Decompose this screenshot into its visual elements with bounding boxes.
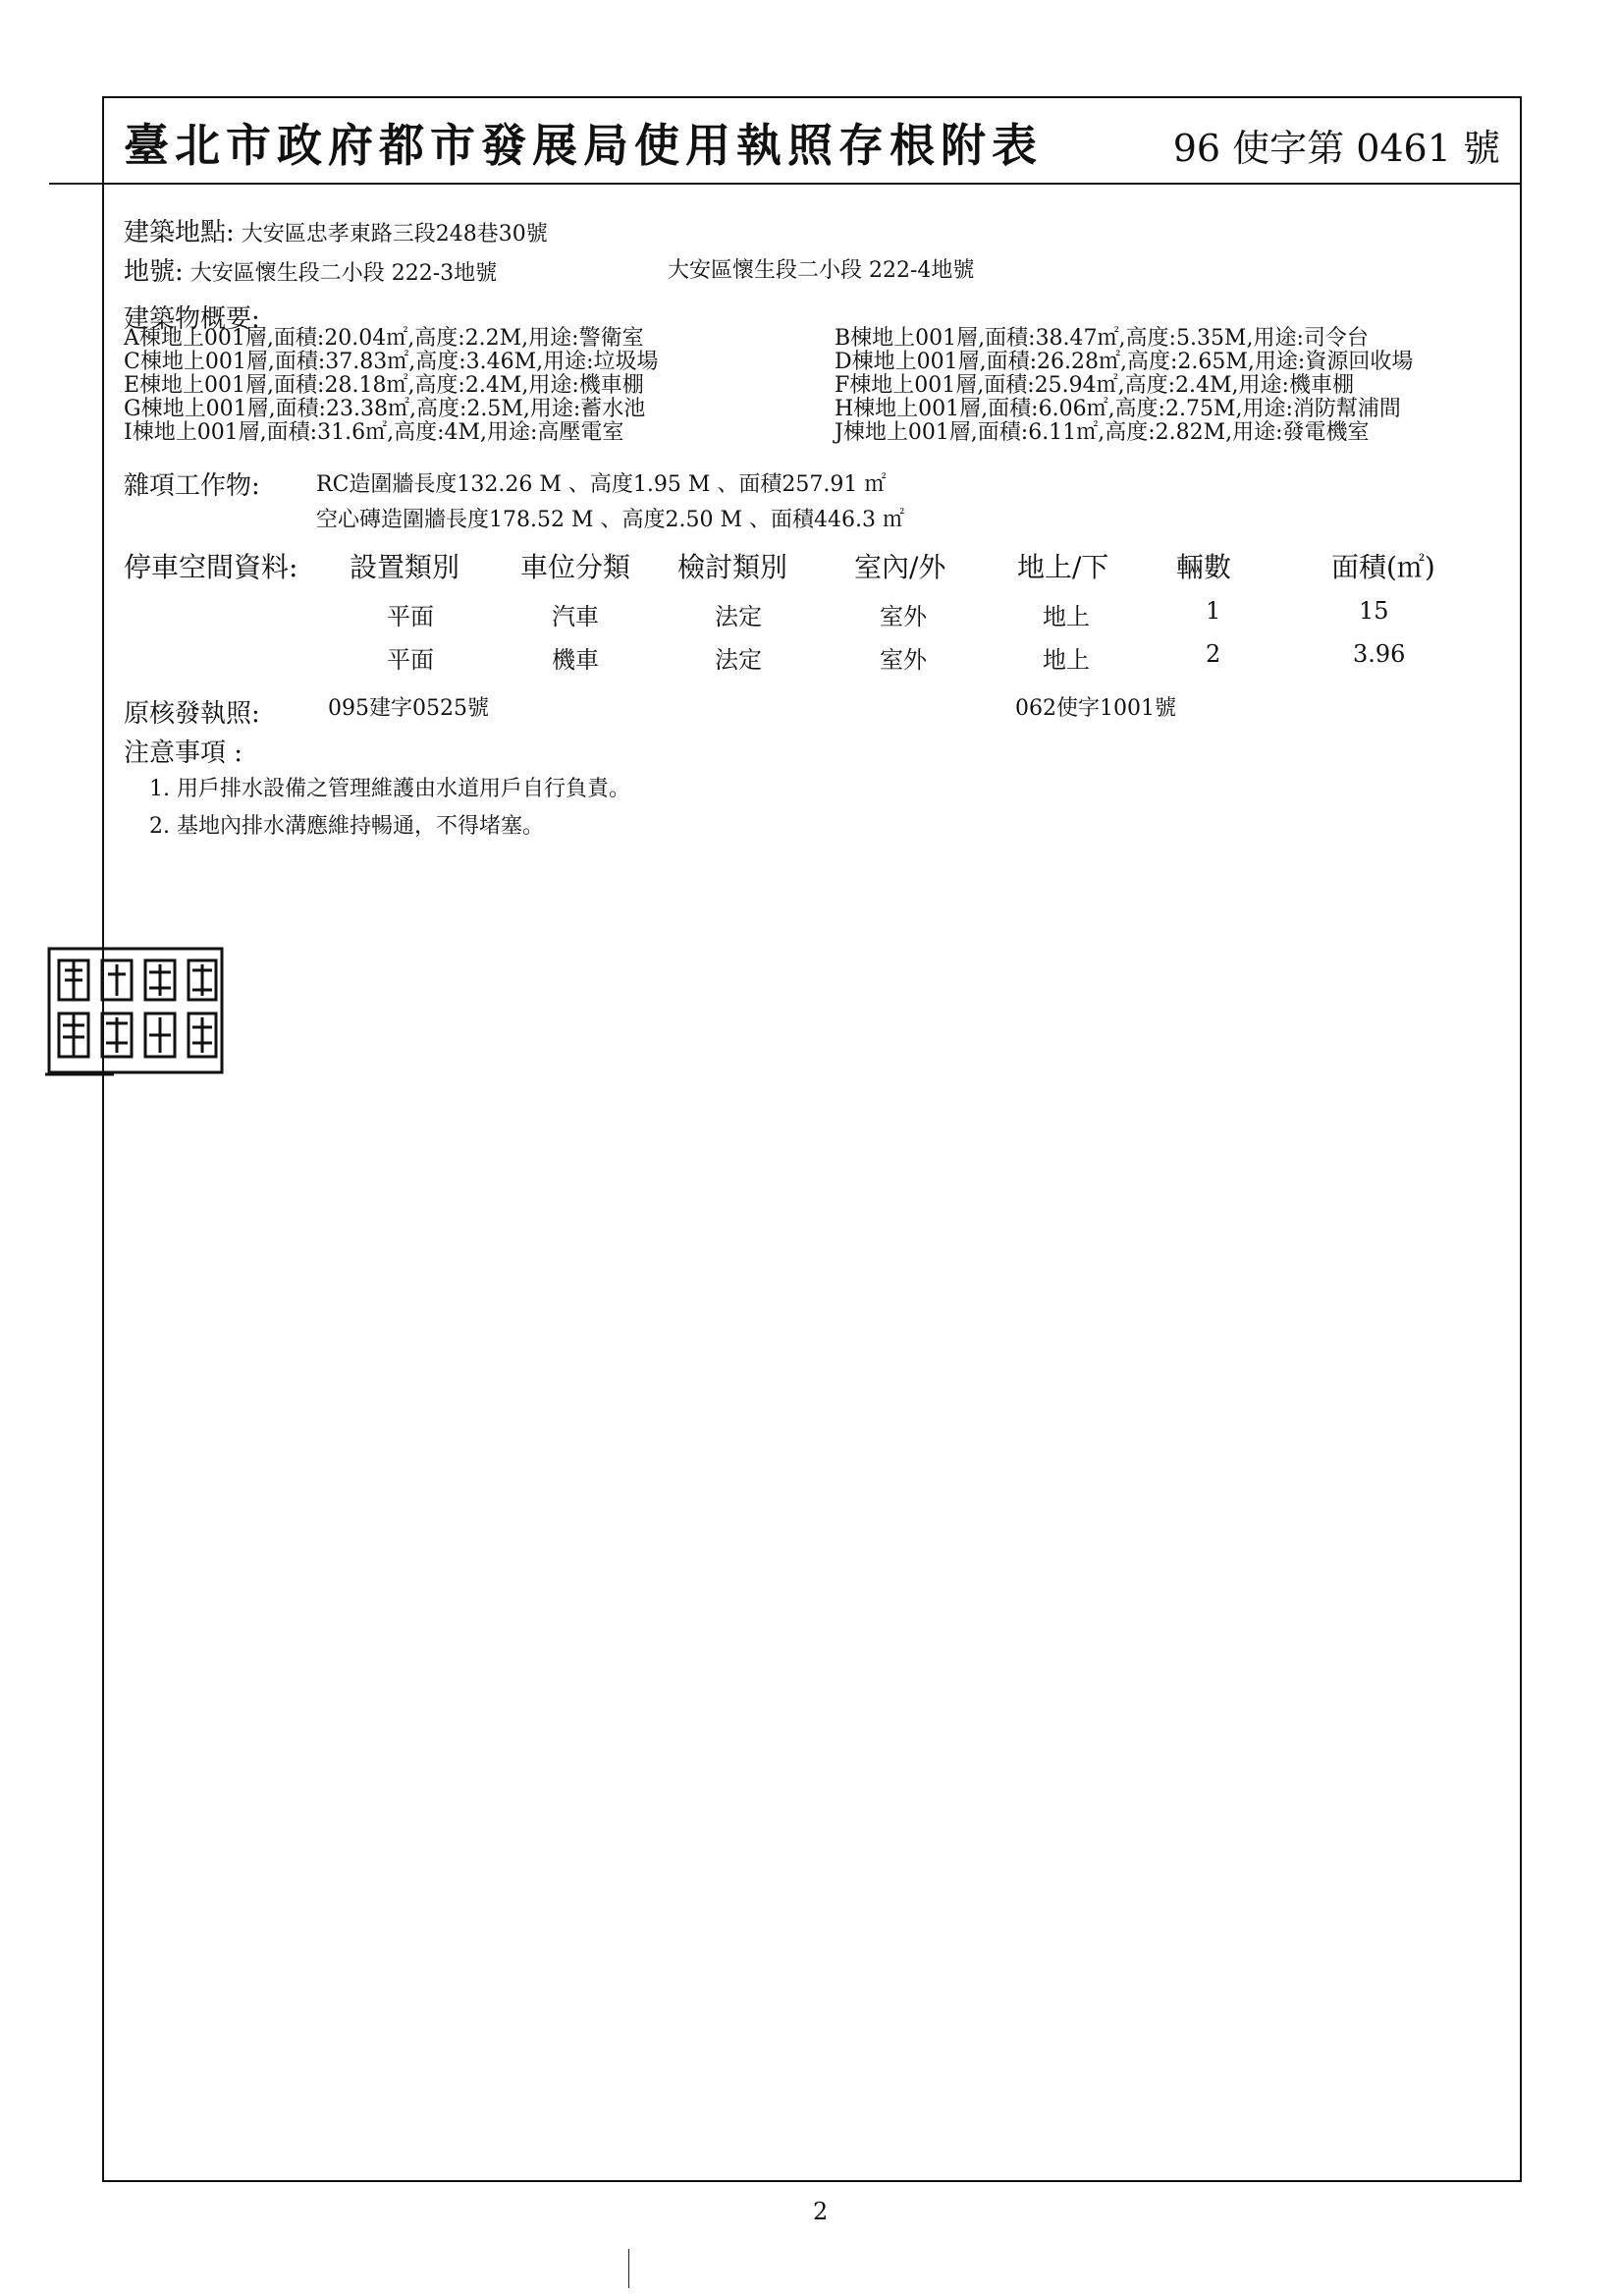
parking-header-inout: 室內/外 [854,551,946,583]
misc-label: 雜項工作物: [124,471,260,501]
notes-label: 注意事項 : [124,738,243,768]
note-item-2: 2. 基地內排水溝應維持暢通，不得堵塞。 [149,814,544,839]
document-title: 臺北市政府都市發展局使用執照存根附表 [124,119,1043,172]
permit-number: 96 使字第 0461 號 [1172,127,1500,170]
parking-row-2-review: 法定 [715,646,762,674]
building-h: H棟地上001層,面積:6.06㎡,高度:2.75M,用途:消防幫浦間 [835,397,1401,421]
parking-header-review: 檢討類別 [677,551,788,583]
address-line [124,212,548,248]
building-f: F棟地上001層,面積:25.94㎡,高度:2.4M,用途:機車棚 [835,373,1354,398]
building-i: I棟地上001層,面積:31.6㎡,高度:4M,用途:高壓電室 [124,420,624,445]
parking-label: 停車空間資料: [124,551,298,583]
scan-mark-bottom [628,2249,629,2288]
building-b: B棟地上001層,面積:38.47㎡,高度:5.35M,用途:司令台 [835,326,1369,351]
parking-header-class: 車位分類 [520,551,631,583]
parking-row-1-inout: 室外 [880,603,927,630]
building-j: J棟地上001層,面積:6.11㎡,高度:2.82M,用途:發電機室 [835,420,1370,445]
lot-line [124,251,497,288]
parking-row-2-inout: 室外 [880,646,927,674]
address-value: 大安區忠孝東路三段248巷30號 [241,222,548,246]
parking-row-2-level: 地上 [1043,646,1090,674]
parking-row-2-class: 機車 [552,646,599,674]
parking-row-1-type: 平面 [387,603,434,630]
parking-row-1-area: 15 [1359,597,1389,625]
original-permit-label: 原核發執照: [124,699,260,729]
note-item-1: 1. 用戶排水設備之管理維護由水道用戶自行負責。 [149,777,630,801]
parking-row-1-level: 地上 [1043,603,1090,630]
parking-header-count: 輛數 [1176,551,1232,583]
building-c: C棟地上001層,面積:37.83㎡,高度:3.46M,用途:垃圾場 [124,350,659,374]
parking-row-2-area: 3.96 [1353,640,1406,668]
parking-header-type: 設置類別 [350,551,460,583]
parking-row-2-count: 2 [1206,640,1221,668]
original-permit-value-2: 062使字1001號 [1015,696,1176,721]
parking-row-1-review: 法定 [715,603,762,630]
lot-label: 地號: [124,257,184,287]
building-g: G棟地上001層,面積:23.38㎡,高度:2.5M,用途:蓄水池 [124,397,646,421]
lot-value-2: 大安區懷生段二小段 222-4地號 [668,258,975,283]
lot-value-1: 大安區懷生段二小段 222-3地號 [189,261,498,286]
title-row [104,98,1520,185]
parking-header-area: 面積(㎡) [1331,551,1435,583]
original-permit-value-1: 095建字0525號 [328,696,489,721]
parking-row-2-type: 平面 [387,646,434,674]
building-e: E棟地上001層,面積:28.18㎡,高度:2.4M,用途:機車棚 [124,373,644,398]
address-label: 建築地點: [124,218,235,247]
misc-line-2: 空心磚造圍牆長度178.52 M 、高度2.50 M 、面積446.3 ㎡ [316,508,904,532]
parking-row-1-class: 汽車 [552,603,599,630]
building-d: D棟地上001層,面積:26.28㎡,高度:2.65M,用途:資源回收場 [835,350,1414,374]
misc-line-1: RC造圍牆長度132.26 M 、高度1.95 M 、面積257.91 ㎡ [316,472,887,497]
building-a: A棟地上001層,面積:20.04㎡,高度:2.2M,用途:警衛室 [124,326,644,351]
official-seal-icon [45,945,228,1080]
parking-row-1-count: 1 [1206,597,1221,625]
parking-header-level: 地上/下 [1017,551,1109,583]
page-number: 2 [813,2198,829,2225]
buildings-label: 建築物概要: [124,304,260,334]
